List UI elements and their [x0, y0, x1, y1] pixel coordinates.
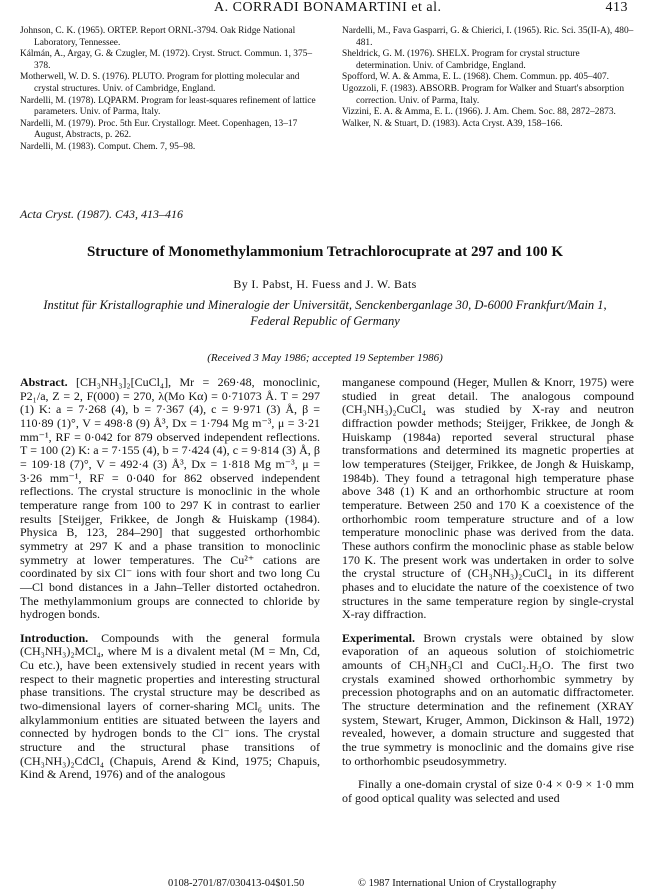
reference-item: Walker, N. & Stuart, D. (1983). Acta Cryst. A39, 158–166.: [342, 118, 563, 129]
experimental-heading: Experimental.: [342, 630, 415, 645]
reference-item: Ugozzoli, F. (1983). ABSORB. Program for Walker and Stuart's absorption correction. Univ. of Parma, Italy.: [342, 83, 625, 106]
introduction-text: Compounds with the general formula (CH₃NH₃)₂MCl₄, where M is a divalent metal (M = Mn, Cd, Cu etc.), have been extensively studied in recent years with respect to their magnetic properties and interesting structural phase transitions. The crystal structure may be described as two-dimensional layers of corner-sharing MCl₆ units. The alkylammonium entities are situated between the layers and connected by hydrogen bonds to the Cl⁻ ions. The crystal structure and the structural phase transitions of (CH₃NH₃)₂CdCl₄ (Chapuis, Arend & Kind, 1975; Chapuis, Kind & Arend, 1976) and of the analogous: [20, 630, 321, 782]
introduction-heading: Introduction.: [20, 630, 89, 645]
references-left-column: [20, 26, 318, 154]
affiliation-line: Institut für Kristallographie und Mineralogie der Universität, Senckenberganlage 30, D-6000 Frankfurt/Main 1,: [43, 298, 607, 312]
introduction-paragraph: [20, 632, 320, 782]
footer-code: 0108-2701/87/030413-04$01.50: [168, 878, 305, 889]
reference-item: Vizzini, E. A. & Amma, E. L. (1966). J. Am. Chem. Soc. 88, 2872–2873.: [342, 107, 616, 118]
running-head: [0, 0, 650, 18]
reference-item: Johnson, C. K. (1965). ORTEP. Report ORNL-3794. Oak Ridge National Laboratory, Tennessee.: [20, 26, 296, 48]
affiliation: [20, 298, 630, 329]
references-right-column: [342, 26, 634, 130]
experimental-paragraph: [342, 632, 634, 769]
reference-item: Kálmán, A., Argay, G. & Czugler, M. (1972). Cryst. Struct. Commun. 1, 375–378.: [20, 49, 313, 71]
experimental-text: Brown crystals were obtained by slow evaporation of an aqueous solution of stoichiometric amounts of CH₃NH₃Cl and CuCl₂.H₂O. The first two crystals examined showed orthorhombic symmetry by precession photographs and on an automatic diffractometer. The structure determination and the refinement (XRAY system, Stewart, Kruger, Ammon, Dickinson & Hall, 1972) revealed, however, a domain structure and suggested that the true symmetry is monoclinic and the domains give rise to orthorhombic pseudosymmetry.: [342, 630, 634, 768]
abstract-paragraph: [20, 376, 320, 622]
reference-item: Motherwell, W. D. S. (1976). PLUTO. Program for plotting molecular and crystal structures. Univ. of Cambridge, England.: [20, 72, 300, 94]
introduction-continuation: manganese compound (Heger, Mullen & Knorr, 1975) were studied in great detail. The analogous compound (CH₃NH₃)₂CuCl₄ was studied by X-ray and neutron diffraction powder methods; Steijger, Frikkee, de Jongh & Huiskamp (1984a) reported several structural phase transformations and determined its magnetic properties at low temperatures (Steijger, Frikkee, de Jongh & Huiskamp, 1984b). They found a tetragonal high temperature phase above 348 (1) K and an orthorhombic structure at room temperature. Between 250 and 170 K a coexistence of the orthorhombic room temperature structure and of a low temperature monoclinic phase was derived from the data. These authors confirm the monoclinic phase as stable below 170 K. The present work was undertaken in order to solve the crystal structure of (CH₃NH₃)₂CuCl₄ in its different phases and to elucidate the nature of the coexistence of two structures in the same temperature region by single-crystal X-ray diffraction.: [342, 375, 634, 622]
reference-item: Nardelli, M., Fava Gasparri, G. & Chierici, I. (1965). Ric. Sci. 35(II-A), 480–481.: [342, 26, 634, 48]
reference-item: Nardelli, M. (1978). LQPARM. Program for least-squares refinement of lattice parameters. Univ. of Parma, Italy.: [20, 95, 316, 118]
abstract-heading: Abstract.: [20, 375, 68, 389]
reference-item: Sheldrick, G. M. (1976). SHELX. Program for crystal structure determination. Univ. of Cambridge, England.: [342, 49, 580, 71]
running-head-title: A. CORRADI BONAMARTINI et al.: [214, 0, 442, 15]
reference-item: Spofford, W. A. & Amma, E. L. (1968). Chem. Commun. pp. 405–407.: [342, 72, 610, 83]
author-list: By I. Pabst, H. Fuess and J. W. Bats: [233, 277, 417, 291]
reference-item: Nardelli, M. (1983). Comput. Chem. 7, 95–98.: [20, 141, 196, 152]
affiliation-line: Federal Republic of Germany: [250, 313, 400, 328]
journal-reference: Acta Cryst. (1987). C43, 413–416: [20, 207, 183, 221]
abstract-text: [CH₃NH₃]₂[CuCl₄], Mr = 269·48, monoclinic, P2₁/a, Z = 2, F(000) = 270, λ(Mo Kα) = 0·71073 Å. T = 297 (1) K: a = 7·268 (4), b = 7·367 (4), c = 9·971 (3) Å, β = 110·89 (1)°, V = 498·8 (9) Å³, Dx = 1·794 Mg m⁻³, μ = 3·21 mm⁻¹, RF = 0·042 for 879 observed independent reflections. T = 100 (2) K: a = 7·155 (4), b = 7·424 (4), c = 9·814 (3) Å, β = 109·18 (7)°, V = 492·4 (3) Å³, Dx = 1·818 Mg m⁻³, μ = 3·26 mm⁻¹, RF = 0·040 for 862 observed independent reflections. The crystal structure is monoclinic in the whole temperature range from 100 to 297 K in contrast to earlier results [Steijger, Frikkee, de Jongh & Huiskamp (1984). Physica B, 123, 284–290] that suggested orthorhombic symmetry at 297 K and a phase transition to monoclinic symmetry at lower temperatures. The Cu²⁺ cations are coordinated by six Cl⁻ ions with four short and two long Cu—Cl bond distances in a Jahn–Teller distorted octahedron. The methylammonium groups are connected to chloride by hydrogen bonds.: [20, 375, 320, 622]
footer-copyright: © 1987 International Union of Crystallography: [358, 878, 557, 889]
experimental-paragraph-2: Finally a one-domain crystal of size 0·4 × 0·9 × 1·0 mm of good optical quality was selected and used: [342, 777, 634, 806]
reference-item: Nardelli, M. (1979). Proc. 5th Eur. Crystallogr. Meet. Copenhagen, 13–17 August, Abstracts, p. 262.: [20, 118, 298, 141]
article-title: Structure of Monomethylammonium Tetrachlorocuprate at 297 and 100 K: [86, 244, 564, 260]
body-right-column: [342, 376, 634, 816]
body-left-column: [20, 376, 320, 792]
received-dates: (Received 3 May 1986; accepted 19 September 1986): [207, 352, 443, 364]
page-number: 413: [605, 0, 628, 15]
